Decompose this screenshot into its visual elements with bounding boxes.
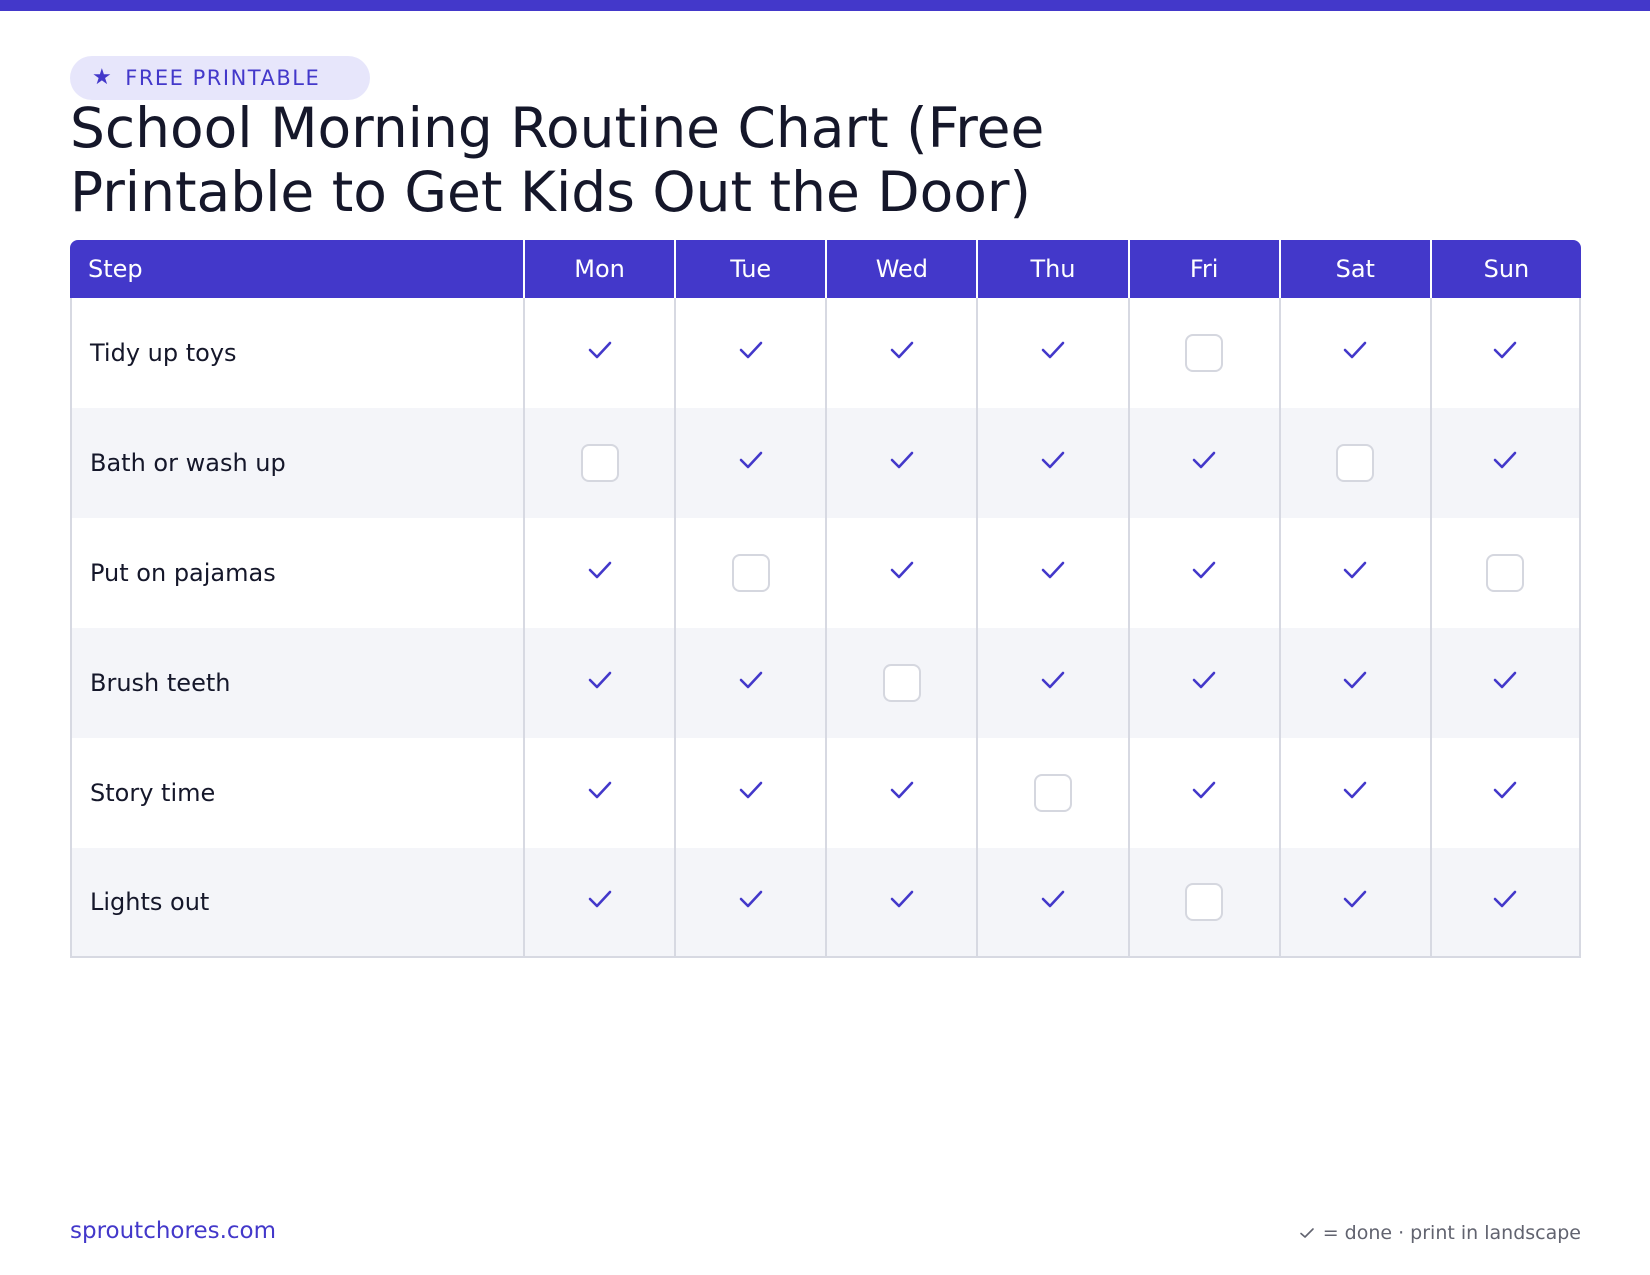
- column-header-step: Step: [70, 240, 523, 298]
- check-icon[interactable]: [585, 555, 615, 585]
- check-icon[interactable]: [1340, 555, 1370, 585]
- day-cell-thu[interactable]: [976, 518, 1127, 628]
- table-row: [70, 628, 1581, 738]
- day-cell-sun[interactable]: [1430, 408, 1581, 518]
- table-row: [70, 848, 1581, 958]
- legend-text: = done · print in landscape: [1322, 1222, 1581, 1244]
- day-cell-sun[interactable]: [1430, 848, 1581, 958]
- table-row: [70, 518, 1581, 628]
- day-cell-fri[interactable]: [1128, 738, 1279, 848]
- day-cell-sun[interactable]: [1430, 738, 1581, 848]
- check-icon[interactable]: [1189, 555, 1219, 585]
- day-cell-wed[interactable]: [825, 848, 976, 958]
- day-cell-wed[interactable]: [825, 408, 976, 518]
- day-cell-tue[interactable]: [674, 628, 825, 738]
- empty-checkbox[interactable]: [1336, 444, 1374, 482]
- check-icon[interactable]: [1038, 665, 1068, 695]
- day-cell-mon[interactable]: [523, 738, 674, 848]
- day-cell-wed[interactable]: [825, 738, 976, 848]
- check-icon[interactable]: [736, 665, 766, 695]
- check-icon[interactable]: [1189, 665, 1219, 695]
- check-icon[interactable]: [1490, 335, 1520, 365]
- check-icon[interactable]: [1038, 884, 1068, 914]
- table-row: [70, 298, 1581, 408]
- empty-checkbox[interactable]: [1185, 334, 1223, 372]
- day-cell-thu[interactable]: [976, 298, 1127, 408]
- day-cell-fri[interactable]: [1128, 518, 1279, 628]
- day-cell-mon[interactable]: [523, 298, 674, 408]
- column-header-wed: Wed: [825, 240, 976, 298]
- day-cell-tue[interactable]: [674, 848, 825, 958]
- top-accent-bar: [0, 0, 1650, 11]
- check-icon[interactable]: [1490, 775, 1520, 805]
- step-label: Tidy up toys: [70, 298, 523, 408]
- day-cell-sat[interactable]: [1279, 848, 1430, 958]
- check-icon[interactable]: [1189, 445, 1219, 475]
- day-cell-sat[interactable]: [1279, 298, 1430, 408]
- day-cell-wed[interactable]: [825, 628, 976, 738]
- day-cell-tue[interactable]: [674, 738, 825, 848]
- day-cell-tue[interactable]: [674, 298, 825, 408]
- check-icon[interactable]: [585, 775, 615, 805]
- check-icon[interactable]: [585, 335, 615, 365]
- day-cell-sat[interactable]: [1279, 518, 1430, 628]
- step-label: Brush teeth: [70, 628, 523, 738]
- step-label: Put on pajamas: [70, 518, 523, 628]
- check-icon[interactable]: [1490, 665, 1520, 695]
- check-icon[interactable]: [736, 884, 766, 914]
- column-header-tue: Tue: [674, 240, 825, 298]
- day-cell-sun[interactable]: [1430, 298, 1581, 408]
- check-icon[interactable]: [1340, 335, 1370, 365]
- column-header-mon: Mon: [523, 240, 674, 298]
- day-cell-mon[interactable]: [523, 408, 674, 518]
- empty-checkbox[interactable]: [581, 444, 619, 482]
- check-icon[interactable]: [736, 445, 766, 475]
- day-cell-wed[interactable]: [825, 518, 976, 628]
- empty-checkbox[interactable]: [1185, 883, 1223, 921]
- day-cell-thu[interactable]: [976, 848, 1127, 958]
- check-icon[interactable]: [1038, 445, 1068, 475]
- check-icon[interactable]: [736, 335, 766, 365]
- column-header-sat: Sat: [1279, 240, 1430, 298]
- day-cell-tue[interactable]: [674, 408, 825, 518]
- day-cell-fri[interactable]: [1128, 298, 1279, 408]
- day-cell-fri[interactable]: [1128, 848, 1279, 958]
- table-row: [70, 408, 1581, 518]
- check-icon[interactable]: [1340, 775, 1370, 805]
- empty-checkbox[interactable]: [732, 554, 770, 592]
- column-header-sun: Sun: [1430, 240, 1581, 298]
- day-cell-tue[interactable]: [674, 518, 825, 628]
- step-label: Bath or wash up: [70, 408, 523, 518]
- step-label: Story time: [70, 738, 523, 848]
- column-header-thu: Thu: [976, 240, 1127, 298]
- empty-checkbox[interactable]: [883, 664, 921, 702]
- day-cell-sun[interactable]: [1430, 518, 1581, 628]
- table-header-row: [70, 240, 1581, 298]
- check-icon[interactable]: [1490, 445, 1520, 475]
- star-icon: ★: [92, 65, 114, 90]
- check-icon[interactable]: [1038, 335, 1068, 365]
- day-cell-sun[interactable]: [1430, 628, 1581, 738]
- empty-checkbox[interactable]: [1034, 774, 1072, 812]
- check-icon: [1299, 1225, 1315, 1241]
- check-icon[interactable]: [736, 775, 766, 805]
- check-icon[interactable]: [887, 445, 917, 475]
- check-icon[interactable]: [585, 884, 615, 914]
- column-header-fri: Fri: [1128, 240, 1279, 298]
- day-cell-sat[interactable]: [1279, 628, 1430, 738]
- check-icon[interactable]: [585, 665, 615, 695]
- day-cell-fri[interactable]: [1128, 628, 1279, 738]
- site-url: sproutchores.com: [70, 1218, 277, 1244]
- day-cell-sat[interactable]: [1279, 738, 1430, 848]
- day-cell-fri[interactable]: [1128, 408, 1279, 518]
- step-label: Lights out: [70, 848, 523, 958]
- free-printable-badge: [70, 56, 370, 100]
- check-icon[interactable]: [1340, 884, 1370, 914]
- legend-note: [1299, 1222, 1581, 1244]
- check-icon[interactable]: [1038, 555, 1068, 585]
- check-icon[interactable]: [1189, 775, 1219, 805]
- check-icon[interactable]: [887, 555, 917, 585]
- day-cell-sat[interactable]: [1279, 408, 1430, 518]
- day-cell-mon[interactable]: [523, 518, 674, 628]
- day-cell-wed[interactable]: [825, 298, 976, 408]
- table-row: [70, 738, 1581, 848]
- check-icon[interactable]: [1490, 884, 1520, 914]
- empty-checkbox[interactable]: [1486, 554, 1524, 592]
- check-icon[interactable]: [887, 335, 917, 365]
- day-cell-thu[interactable]: [976, 738, 1127, 848]
- check-icon[interactable]: [887, 884, 917, 914]
- day-cell-mon[interactable]: [523, 848, 674, 958]
- check-icon[interactable]: [887, 775, 917, 805]
- check-icon[interactable]: [1340, 665, 1370, 695]
- day-cell-mon[interactable]: [523, 628, 674, 738]
- day-cell-thu[interactable]: [976, 628, 1127, 738]
- page-title: School Morning Routine Chart (Free Printable to Get Kids Out the Door): [70, 96, 1045, 224]
- day-cell-thu[interactable]: [976, 408, 1127, 518]
- badge-label: FREE PRINTABLE: [125, 66, 321, 90]
- routine-chart-table: [70, 240, 1581, 958]
